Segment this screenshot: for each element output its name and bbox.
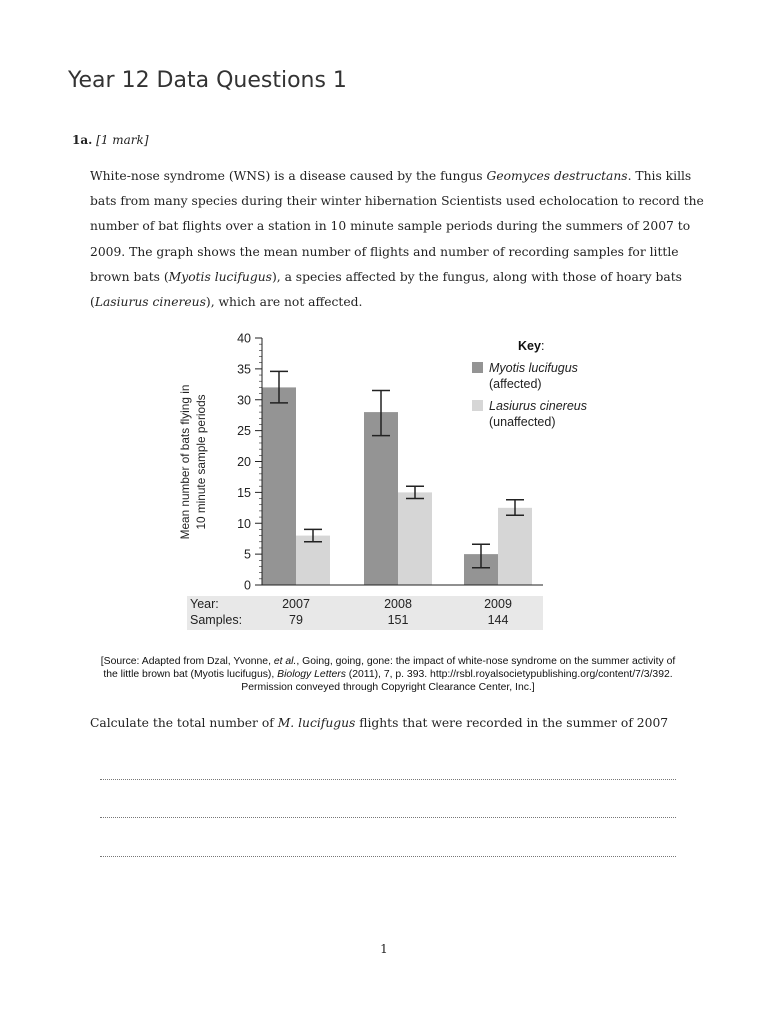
- species-name: Myotis lucifugus: [168, 269, 272, 284]
- legend-swatch: [472, 362, 483, 373]
- y-tick-label: 10: [237, 516, 251, 531]
- legend-label: Lasiurus cinereus: [489, 399, 587, 413]
- legend-sublabel: (affected): [489, 377, 542, 391]
- samples-value: 151: [387, 613, 409, 627]
- y-tick-label: 0: [244, 578, 251, 593]
- stem-text: . This kills bats from many species during their winter hibernation Scientists used echolocation to record the number of bat flights over a station in 10 minute sample periods during the summers of 2007 to 2009. The graph shows the mean number of flights and number of recording samples for little brown bats (: [90, 169, 704, 284]
- y-tick-label: 35: [237, 362, 251, 377]
- species-name: Lasiurus cinereus: [94, 295, 206, 310]
- bar-myotis-2008: [364, 412, 398, 585]
- answer-line[interactable]: [100, 856, 676, 857]
- question-prompt: Calculate the total number of M. lucifugus flights that were recorded in the summer of 2007: [90, 716, 669, 730]
- bar-lasiurus-2007: [296, 536, 330, 585]
- y-tick-label: 5: [244, 547, 251, 562]
- stem-text: ), a species affected by the fungus, along with those of hoary bats (: [90, 269, 682, 310]
- species-name: Geomyces destructans: [486, 169, 628, 183]
- page-title: Year 12 Data Questions 1: [68, 68, 347, 93]
- stem-text: White-nose syndrome (WNS) is a disease caused by the fungus: [90, 169, 487, 183]
- y-tick-label: 30: [237, 393, 251, 408]
- year-row-label: Year:: [190, 597, 219, 611]
- page-number: 1: [380, 942, 388, 956]
- legend-title: Key:: [518, 339, 545, 353]
- chart-source-citation: [Source: Adapted from Dzal, Yvonne, et al., Going, going, gone: the impact of white-nose syndrome on the summer activity of the little brown bat (Myotis lucifugus), Biology Letters (2011), 7, p. 393. http://rsbl.royalsocietypublishing.org/content/7/3/392. Permission conveyed through Copyright Clearance Center, Inc.]: [100, 656, 676, 693]
- answer-line[interactable]: [100, 779, 676, 780]
- x-tick-label: 2007: [282, 597, 310, 611]
- legend-label: Myotis lucifugus: [489, 361, 578, 375]
- y-tick-label: 20: [237, 455, 251, 469]
- y-axis-label: Mean number of bats flying in 10 minute sample periods: [178, 384, 208, 540]
- legend-swatch: [472, 400, 483, 411]
- y-tick-label: 40: [237, 331, 251, 346]
- question-marks: [1 mark]: [96, 133, 149, 147]
- answer-line[interactable]: [100, 817, 676, 818]
- legend-sublabel: (unaffected): [489, 415, 556, 429]
- samples-value: 144: [487, 613, 509, 627]
- stem-text: ), which are not affected.: [205, 295, 363, 310]
- y-tick-label: 25: [237, 424, 251, 439]
- x-tick-label: 2008: [384, 597, 412, 611]
- bar-lasiurus-2008: [398, 492, 432, 585]
- bar-lasiurus-2009: [498, 508, 532, 585]
- x-tick-label: 2009: [484, 597, 512, 611]
- samples-value: 79: [289, 613, 303, 627]
- question-number-label: 1a.: [72, 133, 93, 147]
- y-tick-label: 15: [237, 485, 251, 500]
- bar-myotis-2007: [262, 387, 296, 585]
- samples-row-label: Samples:: [190, 613, 243, 627]
